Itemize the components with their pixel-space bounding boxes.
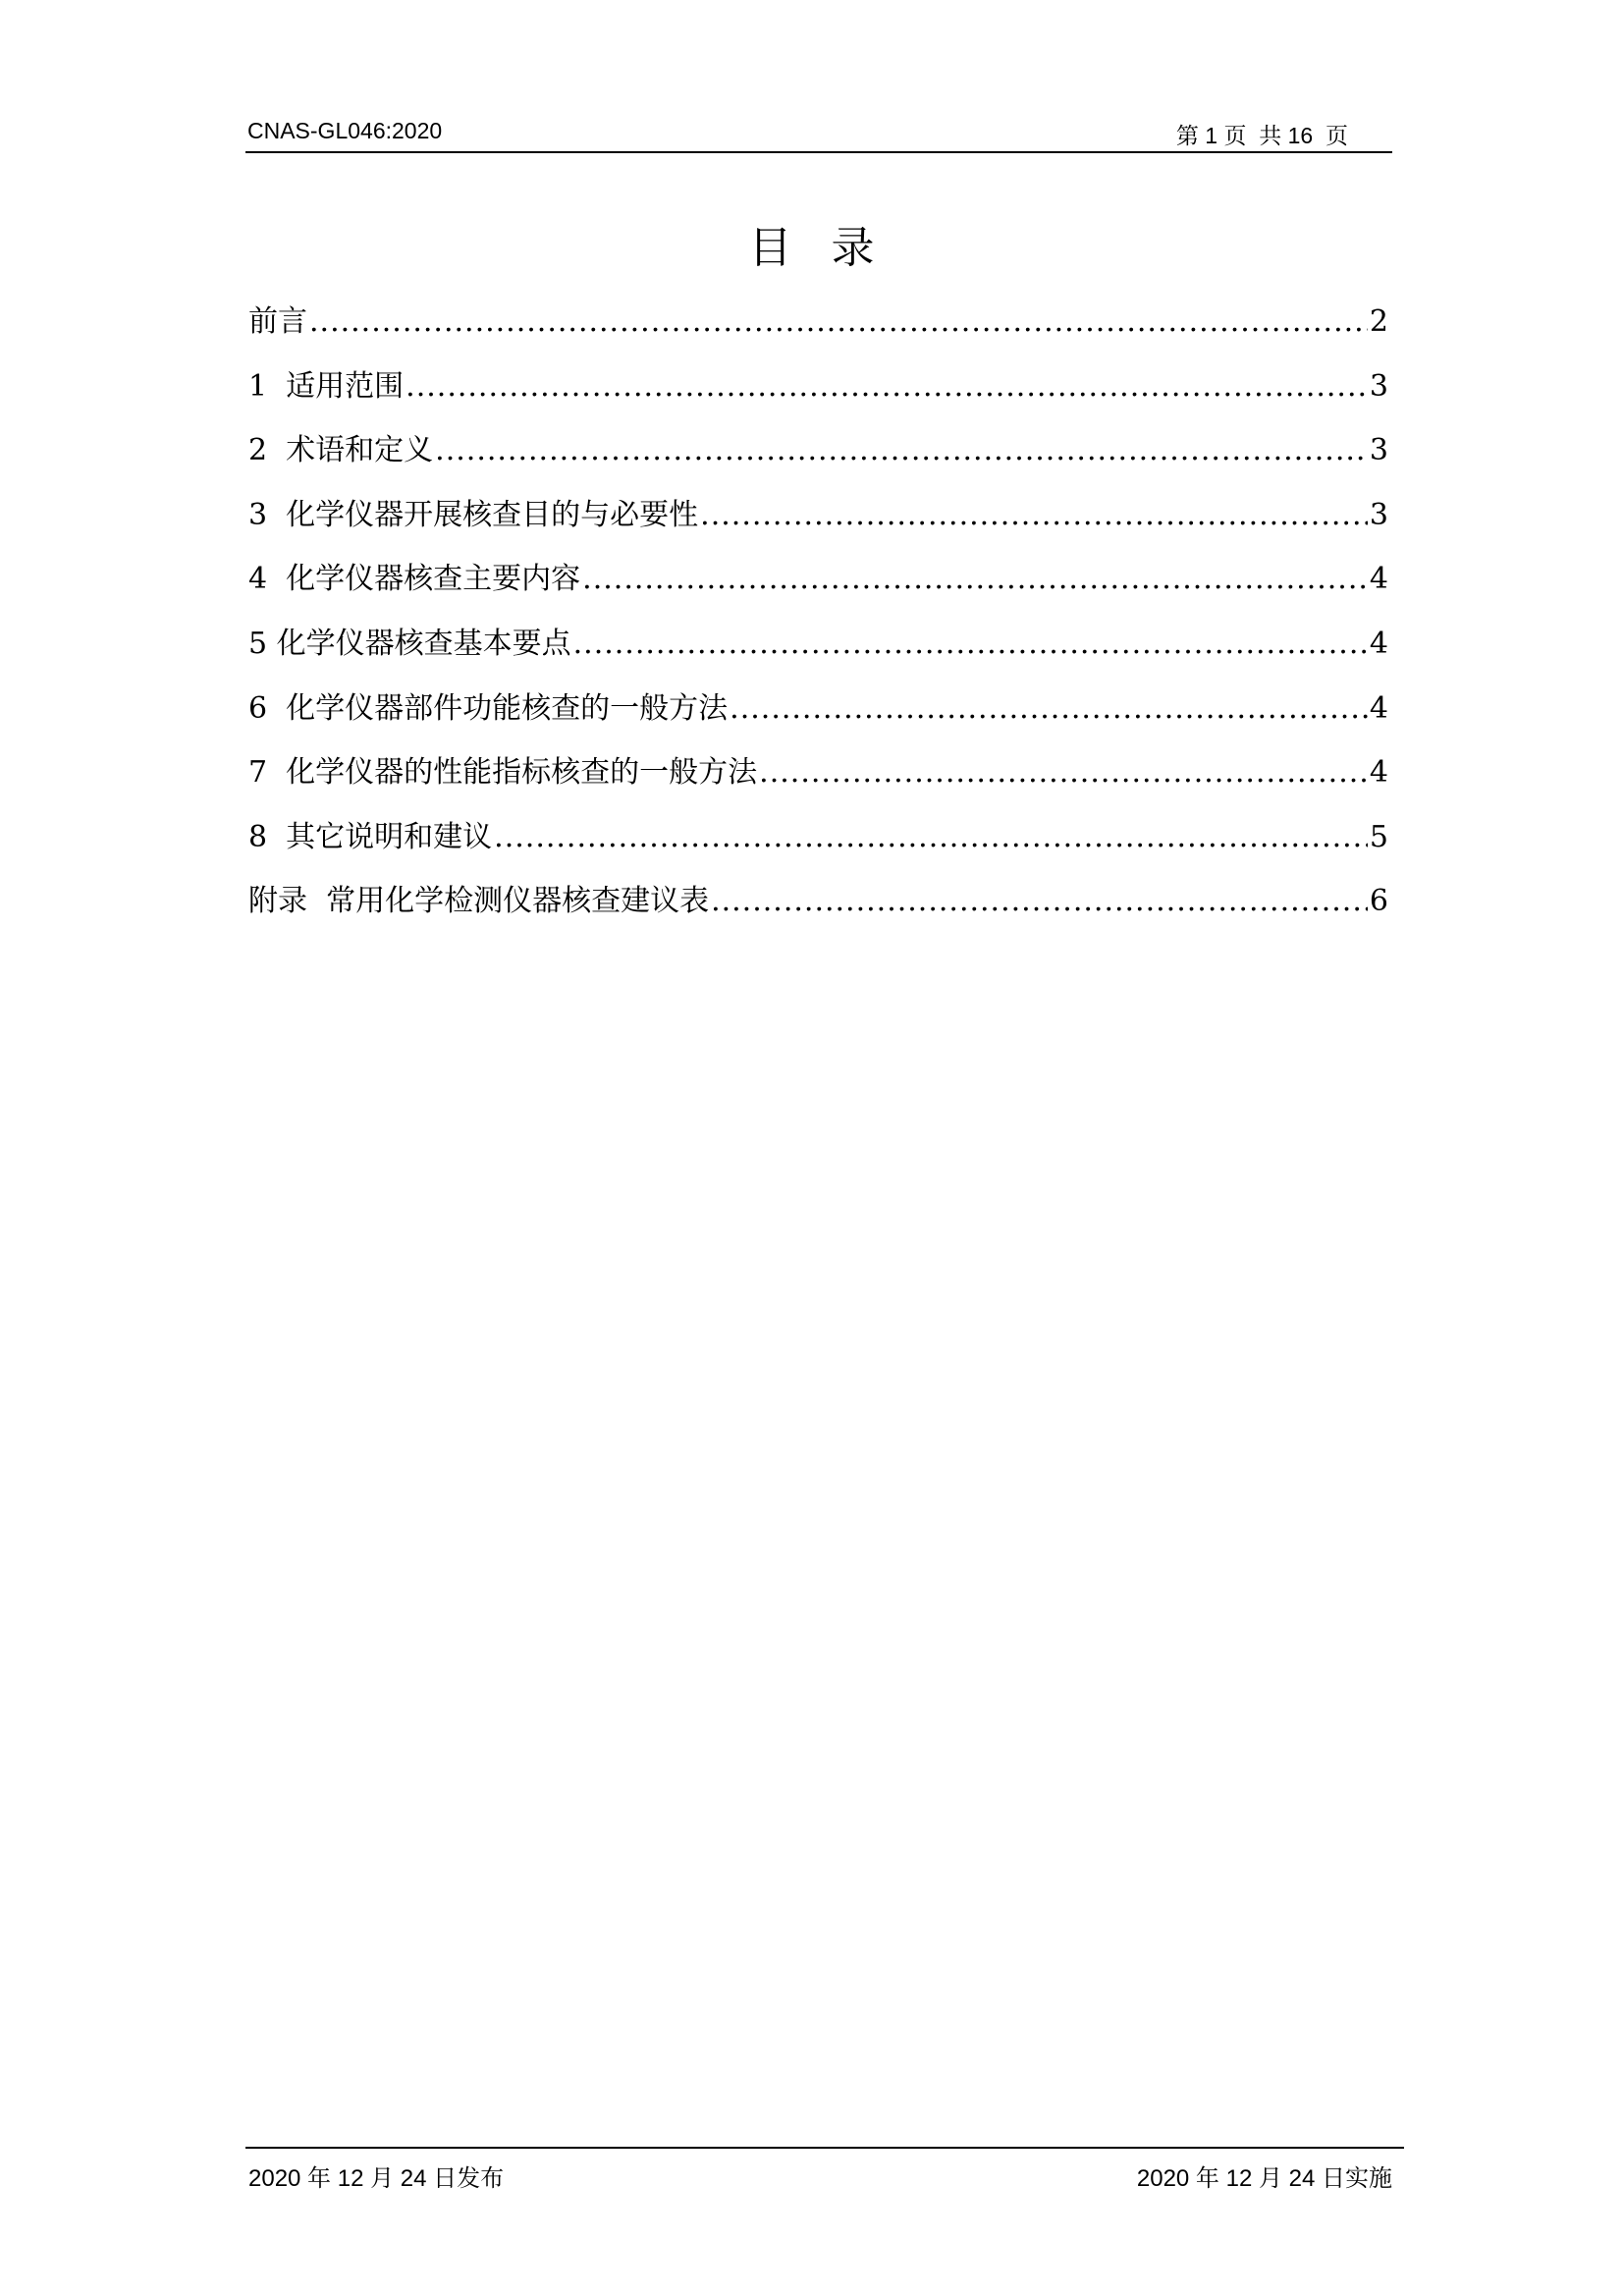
toc-entry-1[interactable] xyxy=(248,361,1388,426)
toc-entry-label: 前言 xyxy=(248,304,307,339)
toc-entry-label: 6 化学仪器部件功能核查的一般方法 xyxy=(248,690,729,726)
toc-entry-label: 1 适用范围 xyxy=(248,368,405,404)
toc-entry-appendix[interactable] xyxy=(248,876,1388,941)
toc-entry-page: 3 xyxy=(1369,433,1388,468)
toc-dot-leader xyxy=(494,820,1368,854)
toc-entry-page: 2 xyxy=(1369,304,1388,339)
toc-dot-leader xyxy=(711,884,1368,918)
publish-date: 2020 年 12 月 24 日发布 xyxy=(248,2165,505,2192)
toc-entry-label: 2 术语和定义 xyxy=(248,433,434,468)
toc-dot-leader xyxy=(582,562,1368,596)
toc-entry-7[interactable] xyxy=(248,747,1388,812)
toc-entry-page: 4 xyxy=(1369,690,1388,726)
toc-entry-label: 附录 常用化学检测仪器核查建议表 xyxy=(248,884,710,919)
toc-entry-5[interactable] xyxy=(248,619,1388,683)
toc-entry-page: 5 xyxy=(1369,819,1388,854)
toc-entry-page: 6 xyxy=(1369,884,1388,919)
page-header xyxy=(245,116,1392,153)
toc-entry-label: 4 化学仪器核查主要内容 xyxy=(248,562,581,597)
toc-entry-4[interactable] xyxy=(248,554,1388,619)
page-number: 第 1 页 共 16 页 xyxy=(1175,123,1348,148)
toc-entry-label: 8 其它说明和建议 xyxy=(248,819,493,854)
page-footer xyxy=(245,2147,1404,2198)
toc-entry-page: 4 xyxy=(1369,562,1388,597)
toc-dot-leader xyxy=(573,627,1368,661)
toc-entry-preface[interactable] xyxy=(248,297,1388,361)
toc-entry-page: 3 xyxy=(1369,497,1388,532)
toc-dot-leader xyxy=(406,369,1368,404)
effective-date: 2020 年 12 月 24 日实施 xyxy=(1136,2165,1392,2192)
toc-dot-leader xyxy=(700,498,1368,532)
toc-entry-page: 4 xyxy=(1369,626,1388,661)
toc-entry-2[interactable] xyxy=(248,425,1388,490)
toc-dot-leader xyxy=(759,755,1368,790)
toc-entry-6[interactable] xyxy=(248,683,1388,748)
toc-entry-page: 4 xyxy=(1369,755,1388,791)
document-id: CNAS-GL046:2020 xyxy=(247,118,443,143)
table-of-contents xyxy=(248,297,1388,941)
toc-entry-3[interactable] xyxy=(248,490,1388,555)
toc-entry-label: 5 化学仪器核查基本要点 xyxy=(248,626,571,661)
toc-entry-label: 3 化学仪器开展核查目的与必要性 xyxy=(248,497,699,532)
toc-dot-leader xyxy=(309,304,1368,339)
toc-dot-leader xyxy=(435,433,1368,467)
toc-entry-page: 3 xyxy=(1369,368,1388,404)
toc-entry-8[interactable] xyxy=(248,812,1388,877)
toc-dot-leader xyxy=(730,691,1368,726)
toc-entry-label: 7 化学仪器的性能指标核查的一般方法 xyxy=(248,755,758,791)
toc-title: 目录 xyxy=(748,223,914,273)
